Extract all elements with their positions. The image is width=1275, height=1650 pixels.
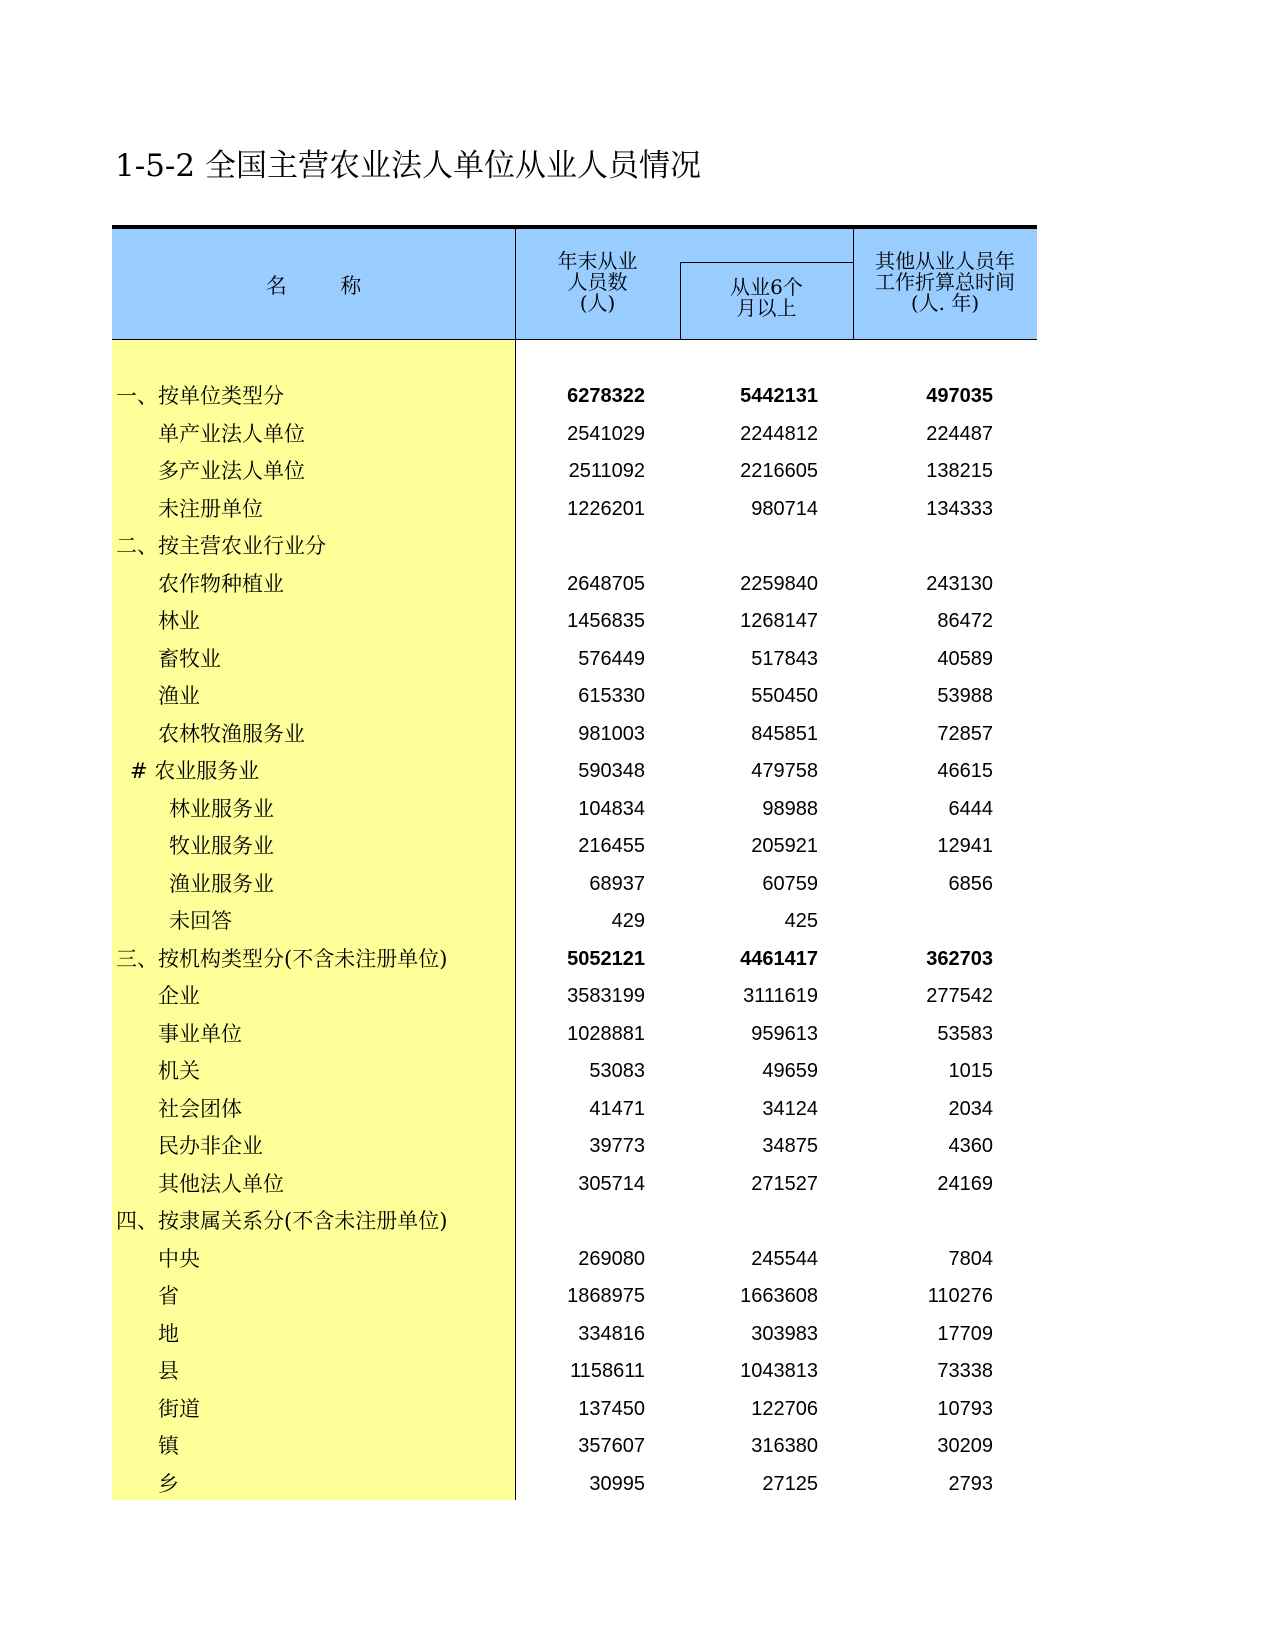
table-row <box>112 678 1037 716</box>
table-row <box>112 1091 1037 1129</box>
row-value-1: 216455 <box>578 835 645 857</box>
row-value-3: 277542 <box>926 985 993 1007</box>
row-label: 未回答 <box>169 909 232 933</box>
table-row <box>112 566 1037 604</box>
row-value-3: 6856 <box>948 872 993 895</box>
row-value-2: 303983 <box>751 1322 818 1345</box>
row-value-3: 73338 <box>937 1360 993 1382</box>
row-label: 镇 <box>158 1434 179 1458</box>
row-value-2: 316380 <box>751 1435 818 1457</box>
table-row <box>112 1278 1037 1316</box>
row-value-1: 1158611 <box>570 1360 645 1382</box>
row-value-1: 53083 <box>589 1060 645 1082</box>
row-value-1: 137450 <box>578 1397 645 1420</box>
table-row <box>112 1241 1037 1279</box>
row-label: 其他法人单位 <box>158 1171 284 1196</box>
row-label: 四、按隶属关系分(不含未注册单位) <box>116 1209 448 1233</box>
row-label: 一、按单位类型分 <box>116 384 284 408</box>
row-value-2: 34875 <box>762 1135 818 1157</box>
row-label: 社会团体 <box>158 1096 242 1121</box>
row-value-2: 959613 <box>751 1022 818 1045</box>
row-value-2: 4461417 <box>740 947 818 970</box>
table-row <box>112 528 1037 566</box>
header-col-year-end <box>515 251 680 314</box>
row-value-2: 271527 <box>751 1172 818 1195</box>
row-value-1: 1226201 <box>567 497 645 520</box>
header-col1-line1: 年末从业 <box>557 249 638 273</box>
row-label: 中央 <box>158 1246 200 1271</box>
table-row <box>112 791 1037 829</box>
row-label: 多产业法人单位 <box>158 459 305 483</box>
row-label: 林业服务业 <box>169 796 274 821</box>
row-value-2: 2259840 <box>740 572 818 595</box>
row-value-2: 205921 <box>751 835 818 857</box>
header-col1-line2: 人员数 <box>567 270 628 294</box>
table-row <box>112 416 1037 454</box>
row-label: 渔业 <box>158 684 200 708</box>
table-row <box>112 1316 1037 1354</box>
row-label: 二、按主营农业行业分 <box>116 534 326 558</box>
row-value-1: 429 <box>611 910 645 932</box>
header-col-other <box>853 251 1037 314</box>
row-label: 林业 <box>158 609 200 633</box>
page-title: 1-5-2 全国主营农业法人单位从业人员情况 <box>115 148 701 184</box>
row-value-3: 224487 <box>926 422 993 445</box>
row-value-3: 243130 <box>926 572 993 595</box>
row-value-1: 576449 <box>578 647 645 670</box>
row-value-2: 122706 <box>751 1397 818 1420</box>
row-value-2: 2244812 <box>740 422 818 445</box>
row-value-2: 60759 <box>762 872 818 895</box>
table-row <box>112 753 1037 791</box>
header-col1-line3: (人) <box>579 291 616 315</box>
row-value-3: 7804 <box>948 1247 993 1270</box>
row-value-1: 269080 <box>578 1247 645 1270</box>
table-row <box>112 453 1037 491</box>
row-value-3: 53583 <box>937 1022 993 1045</box>
row-value-1: 2511092 <box>568 460 645 482</box>
header-name-label: 名 称 <box>265 273 362 298</box>
table-row <box>112 378 1037 416</box>
row-label: # 农业服务业 <box>130 759 260 783</box>
table-row <box>112 1466 1037 1504</box>
row-value-2: 1663608 <box>740 1285 818 1307</box>
table-row <box>112 1428 1037 1466</box>
row-value-1: 3583199 <box>567 985 645 1007</box>
row-value-3: 138215 <box>926 460 993 482</box>
row-value-1: 30995 <box>589 1472 645 1495</box>
row-value-2: 98988 <box>762 797 818 820</box>
table-body <box>112 378 1037 1503</box>
row-label: 机关 <box>158 1059 200 1083</box>
row-label: 农作物种植业 <box>158 571 284 596</box>
row-value-3: 4360 <box>948 1135 993 1157</box>
row-value-2: 479758 <box>751 760 818 782</box>
row-label: 畜牧业 <box>158 646 221 671</box>
row-value-1: 357607 <box>578 1435 645 1457</box>
table-row <box>112 978 1037 1016</box>
row-value-1: 41471 <box>589 1097 645 1120</box>
row-label: 民办非企业 <box>158 1134 263 1158</box>
row-value-1: 2541029 <box>567 422 645 445</box>
header-name <box>112 229 515 340</box>
table-row <box>112 491 1037 529</box>
row-value-3: 46615 <box>937 760 993 782</box>
row-label: 县 <box>158 1359 179 1383</box>
table-row <box>112 1353 1037 1391</box>
row-value-1: 1028881 <box>567 1022 645 1045</box>
row-label: 三、按机构类型分(不含未注册单位) <box>116 946 448 971</box>
row-value-1: 1868975 <box>567 1285 645 1307</box>
table-row <box>112 716 1037 754</box>
row-value-3: 86472 <box>937 610 993 632</box>
row-value-1: 2648705 <box>567 572 645 595</box>
row-value-3: 362703 <box>926 947 993 970</box>
row-value-1: 590348 <box>578 760 645 782</box>
row-value-2: 5442131 <box>740 385 818 407</box>
row-label: 未注册单位 <box>158 496 263 521</box>
header-col3-line2: 工作折算总时间 <box>875 270 1015 294</box>
table-row <box>112 941 1037 979</box>
header-col3-line1: 其他从业人员年 <box>875 249 1015 273</box>
table-row <box>112 603 1037 641</box>
row-value-3: 2034 <box>948 1097 993 1120</box>
row-value-3: 2793 <box>948 1472 993 1495</box>
row-value-3: 110276 <box>927 1285 993 1307</box>
row-label: 渔业服务业 <box>169 871 274 896</box>
row-value-3: 134333 <box>926 497 993 520</box>
row-value-1: 334816 <box>578 1322 645 1345</box>
row-value-2: 1268147 <box>740 610 818 632</box>
table-row <box>112 866 1037 904</box>
row-label: 乡 <box>158 1471 179 1496</box>
row-value-2: 245544 <box>751 1247 818 1270</box>
header-col-six-months <box>680 277 853 319</box>
row-value-2: 1043813 <box>740 1360 818 1382</box>
row-value-2: 3111619 <box>743 985 818 1007</box>
row-label: 事业单位 <box>158 1021 242 1046</box>
row-value-2: 2216605 <box>740 460 818 482</box>
row-label: 企业 <box>158 984 200 1008</box>
row-value-2: 550450 <box>751 685 818 707</box>
header-divider-2 <box>680 262 681 340</box>
table-row <box>112 1053 1037 1091</box>
row-value-1: 104834 <box>578 797 645 820</box>
header-col2-line1: 从业6个 <box>730 275 803 299</box>
table-row <box>112 1166 1037 1204</box>
row-value-2: 845851 <box>751 722 818 745</box>
row-value-3: 72857 <box>937 722 993 745</box>
header-sub-rule <box>680 262 853 263</box>
row-value-3: 12941 <box>937 835 993 857</box>
row-value-1: 68937 <box>589 872 645 895</box>
header-col2-line2: 月以上 <box>736 296 797 320</box>
row-value-3: 53988 <box>937 685 993 707</box>
row-value-1: 5052121 <box>567 947 645 970</box>
row-label: 牧业服务业 <box>169 834 274 858</box>
row-value-2: 425 <box>784 910 818 932</box>
row-value-2: 517843 <box>751 647 818 670</box>
row-value-3: 10793 <box>937 1397 993 1420</box>
table-row <box>112 1391 1037 1429</box>
row-value-1: 39773 <box>589 1135 645 1157</box>
row-value-2: 980714 <box>751 497 818 520</box>
table-header <box>112 229 1037 340</box>
row-value-1: 6278322 <box>567 385 645 407</box>
row-value-1: 981003 <box>578 722 645 745</box>
row-label: 省 <box>158 1284 179 1308</box>
header-divider-3 <box>853 229 854 340</box>
row-value-3: 6444 <box>948 797 993 820</box>
table-row <box>112 1203 1037 1241</box>
row-label: 地 <box>158 1321 179 1346</box>
table-row <box>112 641 1037 679</box>
row-value-3: 17709 <box>937 1322 993 1345</box>
row-label: 单产业法人单位 <box>158 421 305 446</box>
table-row <box>112 903 1037 941</box>
row-value-3: 24169 <box>937 1172 993 1195</box>
row-value-2: 49659 <box>762 1060 818 1082</box>
row-value-3: 497035 <box>926 385 993 407</box>
row-value-2: 34124 <box>762 1097 818 1120</box>
table-row <box>112 1016 1037 1054</box>
row-label: 农林牧渔服务业 <box>158 721 305 746</box>
row-value-3: 1015 <box>948 1060 993 1082</box>
row-value-3: 40589 <box>937 647 993 670</box>
table-row <box>112 828 1037 866</box>
table-row <box>112 1128 1037 1166</box>
row-value-2: 27125 <box>762 1472 818 1495</box>
row-value-1: 1456835 <box>567 610 645 632</box>
header-col3-line3: (人. 年) <box>910 291 980 315</box>
row-value-3: 30209 <box>937 1435 993 1457</box>
row-value-1: 305714 <box>578 1172 645 1195</box>
row-label: 街道 <box>158 1396 200 1421</box>
row-value-1: 615330 <box>578 685 645 707</box>
